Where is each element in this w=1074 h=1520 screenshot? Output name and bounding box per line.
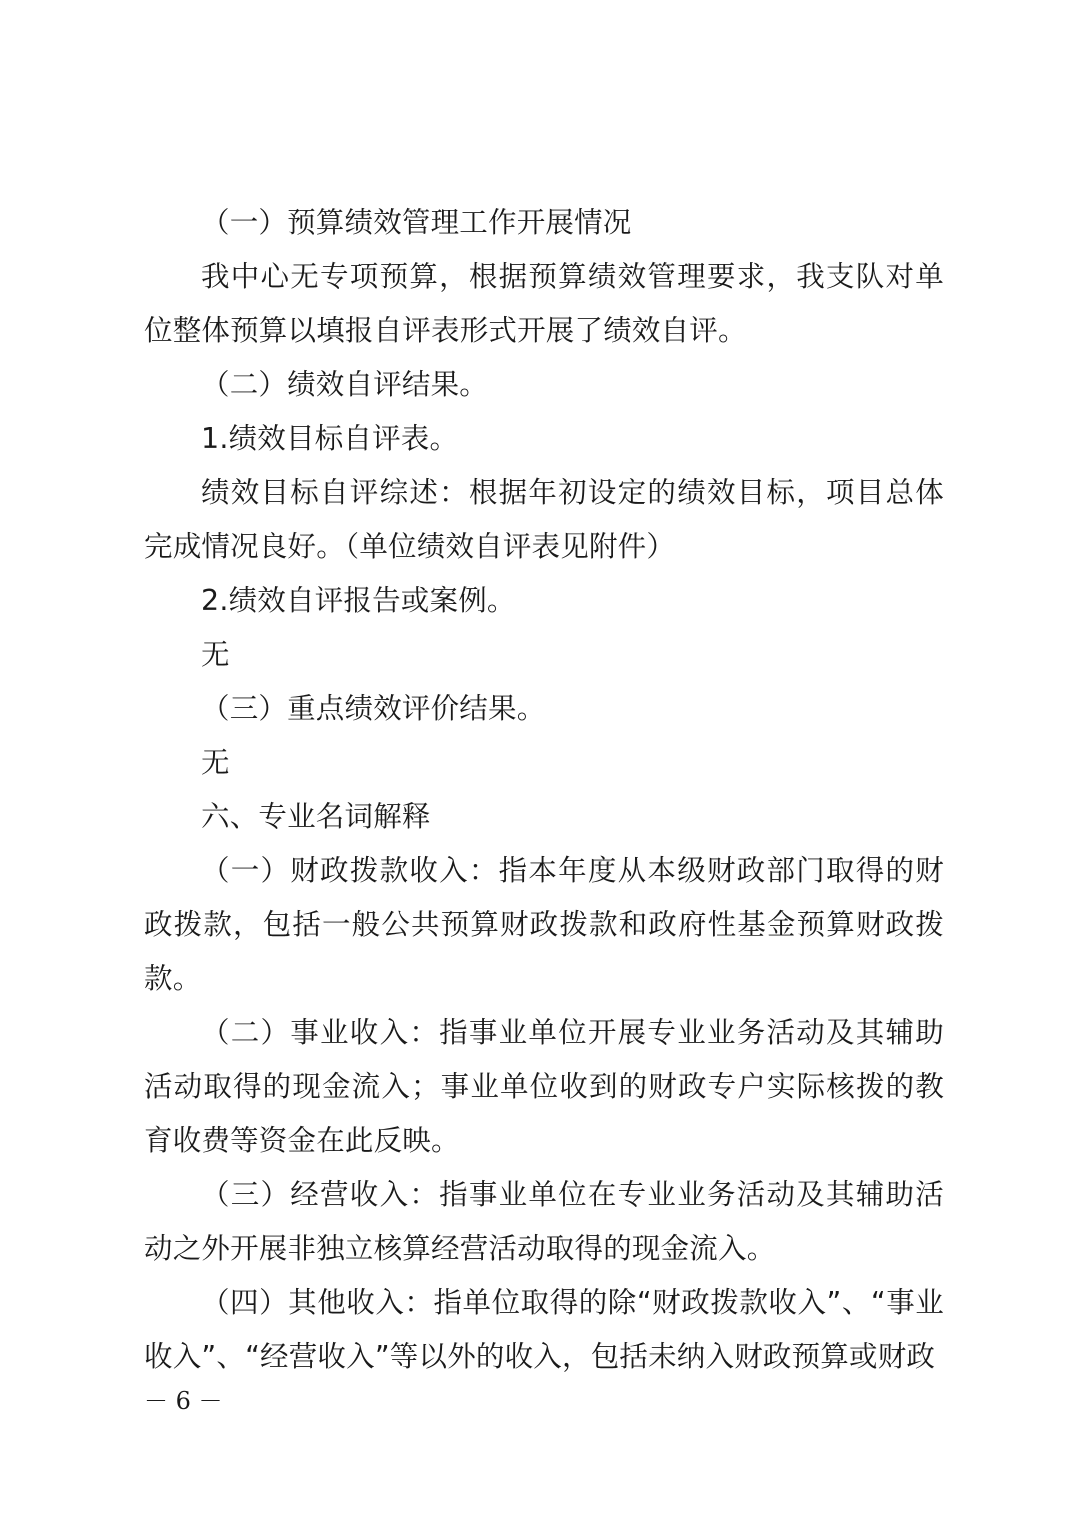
paragraph-budget-performance: 我中心无专项预算，根据预算绩效管理要求，我支队对单位整体预算以填报自评表形式开展了绩效自评。 <box>144 260 944 347</box>
subheading-self-evaluation-report: 2.绩效自评报告或案例。 <box>201 584 516 617</box>
section-heading-key-evaluation: （三）重点绩效评价结果。 <box>201 692 546 725</box>
paragraph-none-2: 无 <box>201 746 230 779</box>
paragraph-none-1: 无 <box>201 638 230 671</box>
section-heading-self-evaluation-results: （二）绩效自评结果。 <box>201 368 489 401</box>
page-number: － 6 － <box>144 1387 223 1415</box>
section-heading-glossary: 六、专业名词解释 <box>201 800 431 833</box>
subheading-self-evaluation-table: 1.绩效目标自评表。 <box>201 422 459 455</box>
section-heading-budget-performance: （一）预算绩效管理工作开展情况 <box>201 206 632 239</box>
paragraph-operating-income: （三）经营收入：指事业单位在专业业务活动及其辅助活动之外开展非独立核算经营活动取得的现金流入。 <box>144 1178 944 1265</box>
paragraph-business-income: （二）事业收入：指事业单位开展专业业务活动及其辅助活动取得的现金流入；事业单位收到的财政专户实际核拨的教育收费等资金在此反映。 <box>144 1016 944 1157</box>
paragraph-other-income: （四）其他收入：指单位取得的除“财政拨款收入”、“事业收入”、“经营收入”等以外的收入，包括未纳入财政预算或财政 <box>144 1286 944 1373</box>
document-body <box>144 196 944 1384</box>
paragraph-fiscal-appropriation-income: （一）财政拨款收入：指本年度从本级财政部门取得的财政拨款，包括一般公共预算财政拨款和政府性基金预算财政拨款。 <box>144 854 944 995</box>
paragraph-self-evaluation-summary: 绩效目标自评综述：根据年初设定的绩效目标，项目总体完成情况良好。（单位绩效自评表见附件） <box>144 476 944 563</box>
